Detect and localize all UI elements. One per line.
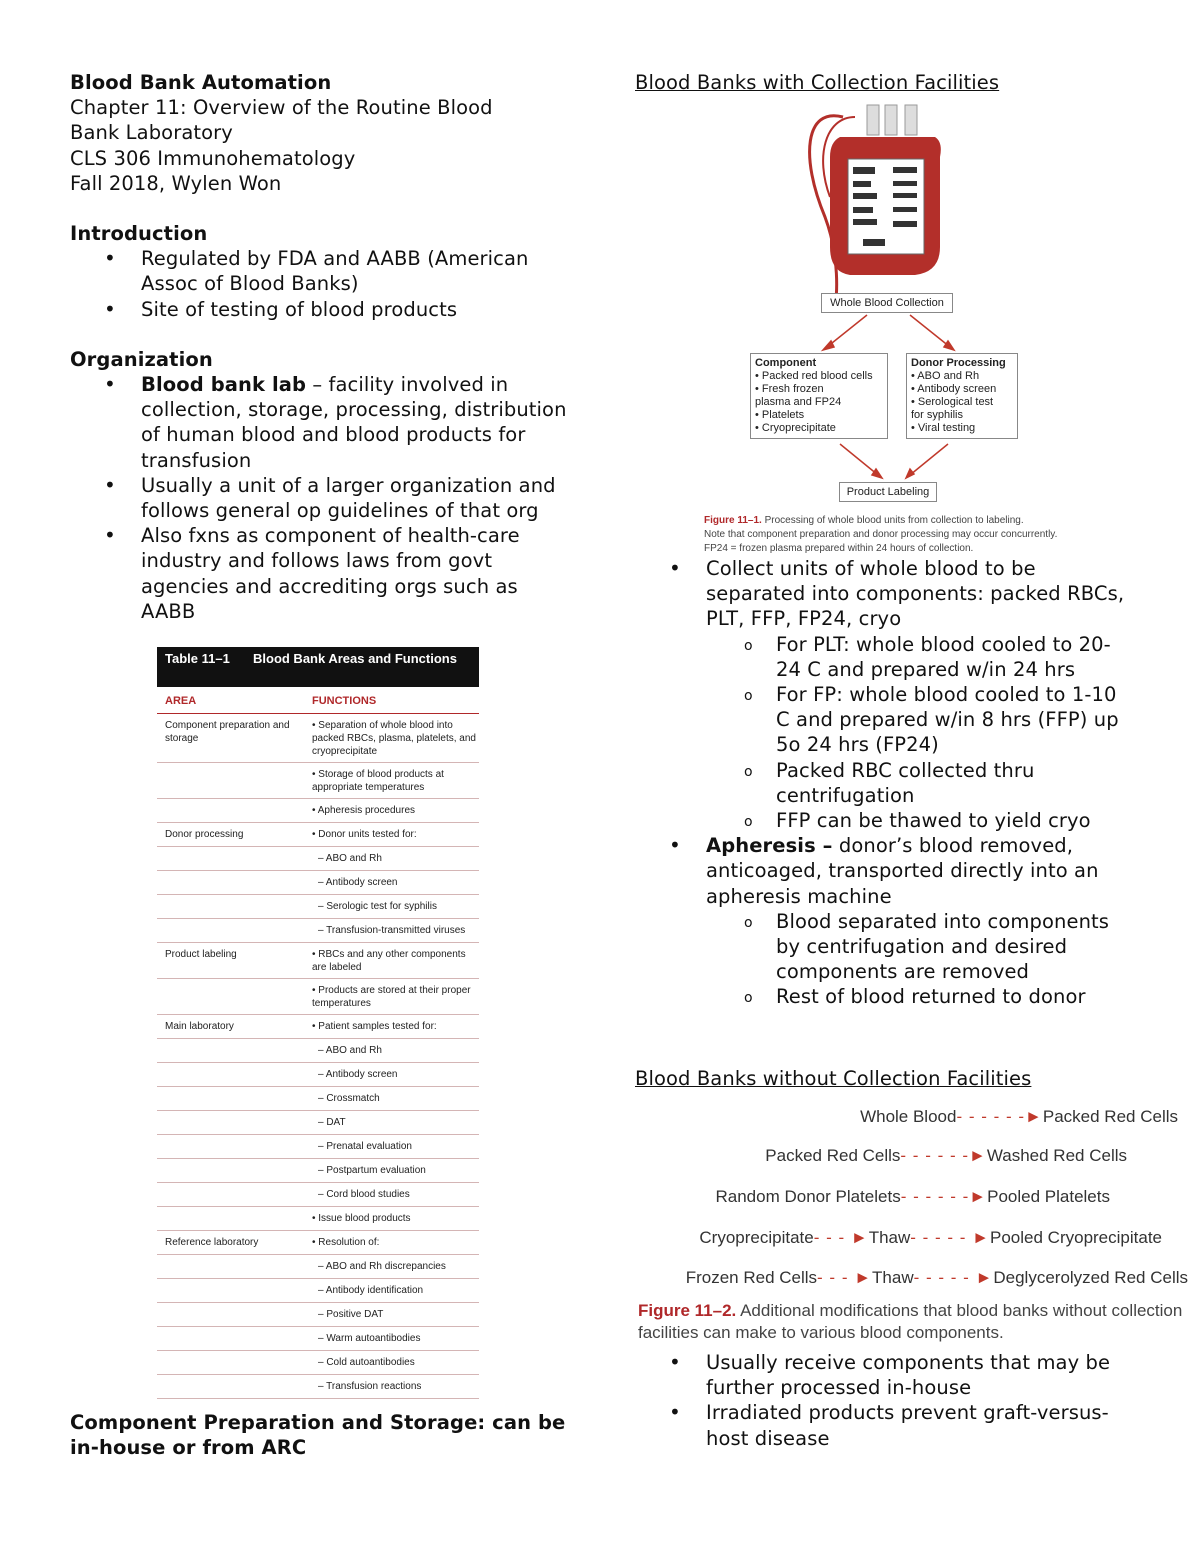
donor-item: • Viral testing <box>911 422 976 434</box>
introduction-list <box>70 246 570 322</box>
sub-list-item: o Blood separated into components by centrifugation and desired components are removed <box>706 909 1135 985</box>
sub-list-item: o Packed RBC collected thru centrifugation <box>706 758 1135 808</box>
table-row <box>157 1327 479 1351</box>
dashed-arrow-icon: - - - - - ► <box>910 1228 991 1247</box>
table-row <box>157 823 479 847</box>
dashed-arrow-icon: - - - - - -► <box>956 1107 1043 1126</box>
component-item: • Packed red blood cells <box>755 370 873 382</box>
component-prep-heading: Component Preparation and Storage: can be in-house or from ARC <box>70 1411 566 1460</box>
organization-list <box>70 372 570 624</box>
caption-label: Figure 11–1. <box>704 515 762 526</box>
flow-row: Random Donor Platelets- - - - - -►Pooled Platelets <box>715 1187 1110 1206</box>
term-bold: Blood bank lab <box>141 373 307 397</box>
table-cell-function: – DAT <box>318 1117 346 1128</box>
table-cell-function: • Separation of whole blood into packed RBCs, plasma, platelets, and cryoprecipitate <box>312 720 476 757</box>
table-row <box>157 1303 479 1327</box>
course-line: CLS 306 Immunohematology <box>70 146 356 170</box>
collection-heading: Blood Banks with Collection Facilities <box>635 71 1000 94</box>
table-cell-function: – Postpartum evaluation <box>318 1165 426 1176</box>
table-11-1 <box>157 647 479 1399</box>
donor-item: • ABO and Rh <box>911 370 980 382</box>
table-cell-function: – Positive DAT <box>318 1309 384 1320</box>
caption-text: Note that component preparation and donor processing may occur concurrently. <box>704 529 1058 540</box>
table-cell-function: • Issue blood products <box>312 1213 411 1224</box>
organization-heading: Organization <box>70 347 213 371</box>
list-item: • Site of testing of blood products <box>70 297 570 322</box>
sub-list-item: o FFP can be thawed to yield cryo <box>706 808 1135 833</box>
bag-port <box>885 105 897 135</box>
table-row <box>157 1255 479 1279</box>
dashed-arrow-icon: - - - - - -► <box>900 1187 988 1206</box>
list-item: • Usually a unit of a larger organization and follows general op guidelines of that org <box>70 473 570 523</box>
table-row <box>157 943 479 979</box>
list-item: • Apheresis – donor’s blood removed, anticoaged, transported directly into an apheresis machine o Blood separated into components by centrifugation and desired components are removed o Rest of blood returned to donor <box>635 833 1135 1009</box>
component-item: plasma and FP24 <box>755 396 842 408</box>
table-row <box>157 1063 479 1087</box>
table-body <box>157 714 479 1399</box>
table-number: Table 11–1 <box>165 651 230 666</box>
table-cell-function: • Storage of blood products at appropriate temperatures <box>312 769 444 793</box>
collection-bullets <box>635 556 1135 1010</box>
sub-list-item: o For PLT: whole blood cooled to 20-24 C and prepared w/in 24 hrs <box>706 632 1135 682</box>
table-row <box>157 1375 479 1399</box>
table-cell-function: – Transfusion-transmitted viruses <box>318 925 466 936</box>
table-row <box>157 799 479 823</box>
donor-item: for syphilis <box>911 409 963 421</box>
table-cell-area: Component preparation and storage <box>165 720 290 744</box>
table-row <box>157 919 479 943</box>
component-item: • Platelets <box>755 409 805 421</box>
dashed-arrow-icon: - - - ► <box>817 1268 873 1287</box>
table-row <box>157 895 479 919</box>
table-row <box>157 763 479 799</box>
column-header-functions: FUNCTIONS <box>312 695 377 707</box>
table-row <box>157 1279 479 1303</box>
table-row <box>157 979 479 1015</box>
table-cell-function: • Resolution of: <box>312 1237 380 1248</box>
table-row <box>157 1015 479 1039</box>
flow-row: Whole Blood- - - - - -►Packed Red Cells <box>860 1107 1178 1126</box>
table-row <box>157 1135 479 1159</box>
component-box-title: Component <box>755 357 817 369</box>
whole-blood-collection-box: Whole Blood Collection <box>821 293 953 313</box>
donor-box-title: Donor Processing <box>911 357 1006 369</box>
list-item: • Collect units of whole blood to be separated into components: packed RBCs, PLT, FFP, FP24, cryo o For PLT: whole blood cooled to 20-24 C and prepared w/in 24 hrs o For FP: whole blood cooled to 1-10 C and prepared w/in 8 hrs (FFP) up 5o 24 hrs (FP24) o Packed RBC collected thru centrifugation o FFP can be thawed to yield cryo <box>635 556 1135 833</box>
table-row <box>157 714 479 763</box>
table-cell-function: – Antibody screen <box>318 1069 398 1080</box>
table-row <box>157 871 479 895</box>
table-cell-function: • Apheresis procedures <box>312 805 416 816</box>
sub-list-item: o Rest of blood returned to donor <box>706 984 1135 1009</box>
list-item: • Irradiated products prevent graft-versus-host disease <box>635 1400 1135 1450</box>
table-cell-function: • Products are stored at their proper temperatures <box>312 985 471 1009</box>
dashed-arrow-icon: - - - - - ► <box>913 1268 994 1287</box>
table-cell-function: – ABO and Rh <box>318 853 382 864</box>
dashed-arrow-icon: - - - - - -► <box>900 1146 987 1165</box>
table-row <box>157 1231 479 1255</box>
table-cell-function: – Prenatal evaluation <box>318 1141 412 1152</box>
component-item: • Fresh frozen <box>755 383 824 395</box>
table-row <box>157 1111 479 1135</box>
table-cell-function: – Antibody screen <box>318 877 398 888</box>
list-item: • Usually receive components that may be further processed in-house <box>635 1350 1135 1400</box>
table-cell-function: – Serologic test for syphilis <box>318 901 437 912</box>
column-header-area: AREA <box>165 695 197 707</box>
term-line: Fall 2018, Wylen Won <box>70 171 282 195</box>
table-cell-function: – Transfusion reactions <box>318 1381 422 1392</box>
no-collection-bullets <box>635 1350 1135 1451</box>
table-row <box>157 1207 479 1231</box>
flow-row: Cryoprecipitate- - - ►Thaw- - - - - ►Pooled Cryoprecipitate <box>699 1228 1162 1247</box>
left-column <box>70 70 570 624</box>
table-title: Blood Bank Areas and Functions <box>253 651 457 666</box>
list-item: • Also fxns as component of health-care industry and follows laws from govt agencies and accrediting orgs such as AABB <box>70 523 570 624</box>
term-bold: Apheresis – <box>706 834 833 858</box>
table-cell-function: – Cold autoantibodies <box>318 1357 415 1368</box>
table-column-headers <box>157 687 479 714</box>
caption-text: Processing of whole blood units from collection to labeling. <box>764 515 1024 526</box>
list-item <box>70 372 570 473</box>
table-row <box>157 1351 479 1375</box>
list-item: • Regulated by FDA and AABB (American Assoc of Blood Banks) <box>70 246 570 296</box>
table-cell-area: Product labeling <box>165 949 237 960</box>
figure-11-1-caption <box>704 514 1084 556</box>
donor-item: • Serological test <box>911 396 994 408</box>
caption-text: Additional modifications that blood banks without collection facilities can make to various blood components. <box>638 1301 1183 1342</box>
component-box <box>750 353 888 439</box>
table-cell-function: – Antibody identification <box>318 1285 424 1296</box>
term-definition: – facility involved in collection, storage, processing, distribution of human blood and blood products for transfusion <box>141 373 567 472</box>
product-labeling-box: Product Labeling <box>839 482 937 502</box>
component-item: • Cryoprecipitate <box>755 422 836 434</box>
table-row <box>157 847 479 871</box>
sub-list-item: o For FP: whole blood cooled to 1-10 C and prepared w/in 8 hrs (FFP) up 5o 24 hrs (FP24) <box>706 682 1135 758</box>
chapter-line-1: Chapter 11: Overview of the Routine Blood <box>70 96 493 120</box>
bag-port <box>867 105 879 135</box>
flow-row: Packed Red Cells- - - - - -►Washed Red Cells <box>765 1146 1127 1165</box>
flow-row: Frozen Red Cells- - - ►Thaw- - - - - ►Deglycerolyzed Red Cells <box>685 1268 1188 1287</box>
table-cell-function: – Cord blood studies <box>318 1189 410 1200</box>
figure-11-1 <box>745 97 1075 562</box>
table-cell-function: – ABO and Rh <box>318 1045 382 1056</box>
table-cell-function: • Donor units tested for: <box>312 829 417 840</box>
donor-item: • Antibody screen <box>911 383 997 395</box>
table-cell-function: • Patient samples tested for: <box>312 1021 437 1032</box>
caption-label: Figure 11–2. <box>638 1301 737 1320</box>
table-row <box>157 1159 479 1183</box>
table-header <box>157 647 479 687</box>
table-cell-function: – Warm autoantibodies <box>318 1333 421 1344</box>
no-collection-heading: Blood Banks without Collection Facilities <box>635 1067 1032 1090</box>
bag-port <box>905 105 917 135</box>
table-cell-area: Donor processing <box>165 829 244 840</box>
table-row <box>157 1087 479 1111</box>
table-cell-function: – Crossmatch <box>318 1093 380 1104</box>
table-cell-area: Main laboratory <box>165 1021 234 1032</box>
donor-processing-box <box>906 353 1018 439</box>
dashed-arrow-icon: - - - ► <box>813 1228 869 1247</box>
table-row <box>157 1183 479 1207</box>
table-cell-function: • RBCs and any other components are labeled <box>312 949 466 973</box>
caption-text: FP24 = frozen plasma prepared within 24 hours of collection. <box>704 543 974 554</box>
table-row <box>157 1039 479 1063</box>
figure-11-2-caption <box>638 1300 1198 1344</box>
introduction-heading: Introduction <box>70 222 208 246</box>
chapter-line-2: Bank Laboratory <box>70 121 233 145</box>
table-cell-area: Reference laboratory <box>165 1237 259 1248</box>
table-cell-function: – ABO and Rh discrepancies <box>318 1261 446 1272</box>
doc-title: Blood Bank Automation <box>70 71 332 94</box>
